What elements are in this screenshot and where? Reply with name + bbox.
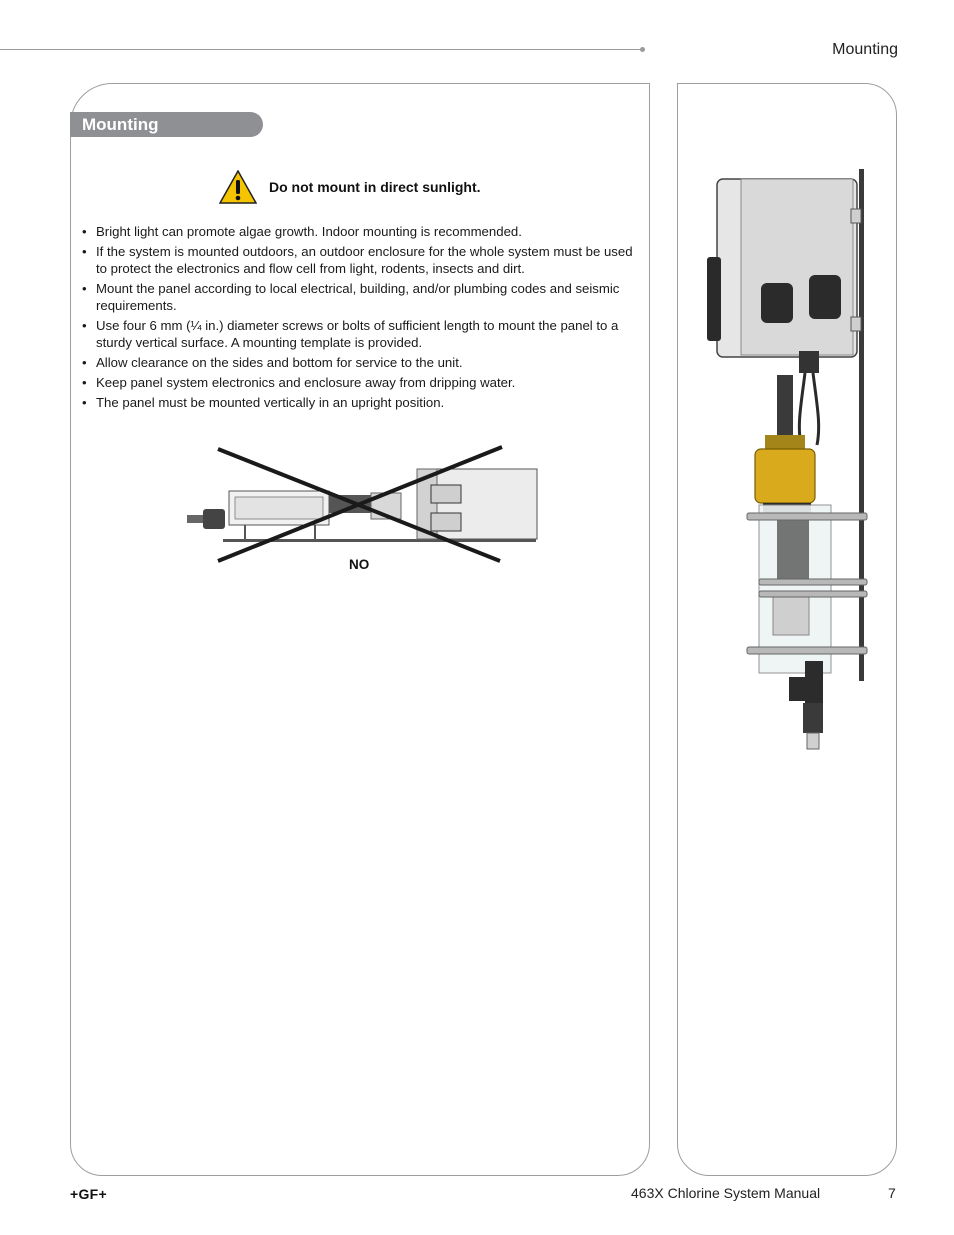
warning-callout xyxy=(219,170,481,204)
list-item: • Bright light can promote algae growth. Indoor mounting is recommended. xyxy=(82,223,644,240)
list-item: • The panel must be mounted vertically in an upright position. xyxy=(82,394,644,411)
section-tab: Mounting xyxy=(70,112,263,137)
gf-logo: +GF+ xyxy=(70,1186,107,1202)
list-item: • Allow clearance on the sides and bottom for service to the unit. xyxy=(82,354,644,371)
list-item: • If the system is mounted outdoors, an outdoor enclosure for the whole system must be used to protect the electronics and flow cell from light, rodents, insects and dirt. xyxy=(82,243,644,277)
warning-text: Do not mount in direct sunlight. xyxy=(269,179,481,195)
header-rule xyxy=(0,49,642,50)
warning-triangle-icon xyxy=(219,170,257,204)
header-rule-dot xyxy=(640,47,645,52)
horizontal-mounting-illustration xyxy=(185,445,540,565)
list-item: • Keep panel system electronics and enclosure away from dripping water. xyxy=(82,374,644,391)
manual-title: 463X Chlorine System Manual xyxy=(631,1185,821,1201)
vertical-mounting-illustration xyxy=(705,165,875,755)
mounting-guidelines-list xyxy=(82,223,644,414)
page-number: 7 xyxy=(888,1185,896,1201)
list-item: • Use four 6 mm (¼ in.) diameter screws or bolts of sufficient length to mount the panel to a sturdy vertical surface. A mounting template is provided. xyxy=(82,317,644,351)
header-section-title: Mounting xyxy=(832,41,898,58)
list-item: • Mount the panel according to local electrical, building, and/or plumbing codes and seismic requirements. xyxy=(82,280,644,314)
incorrect-mounting-label: NO xyxy=(349,557,370,572)
